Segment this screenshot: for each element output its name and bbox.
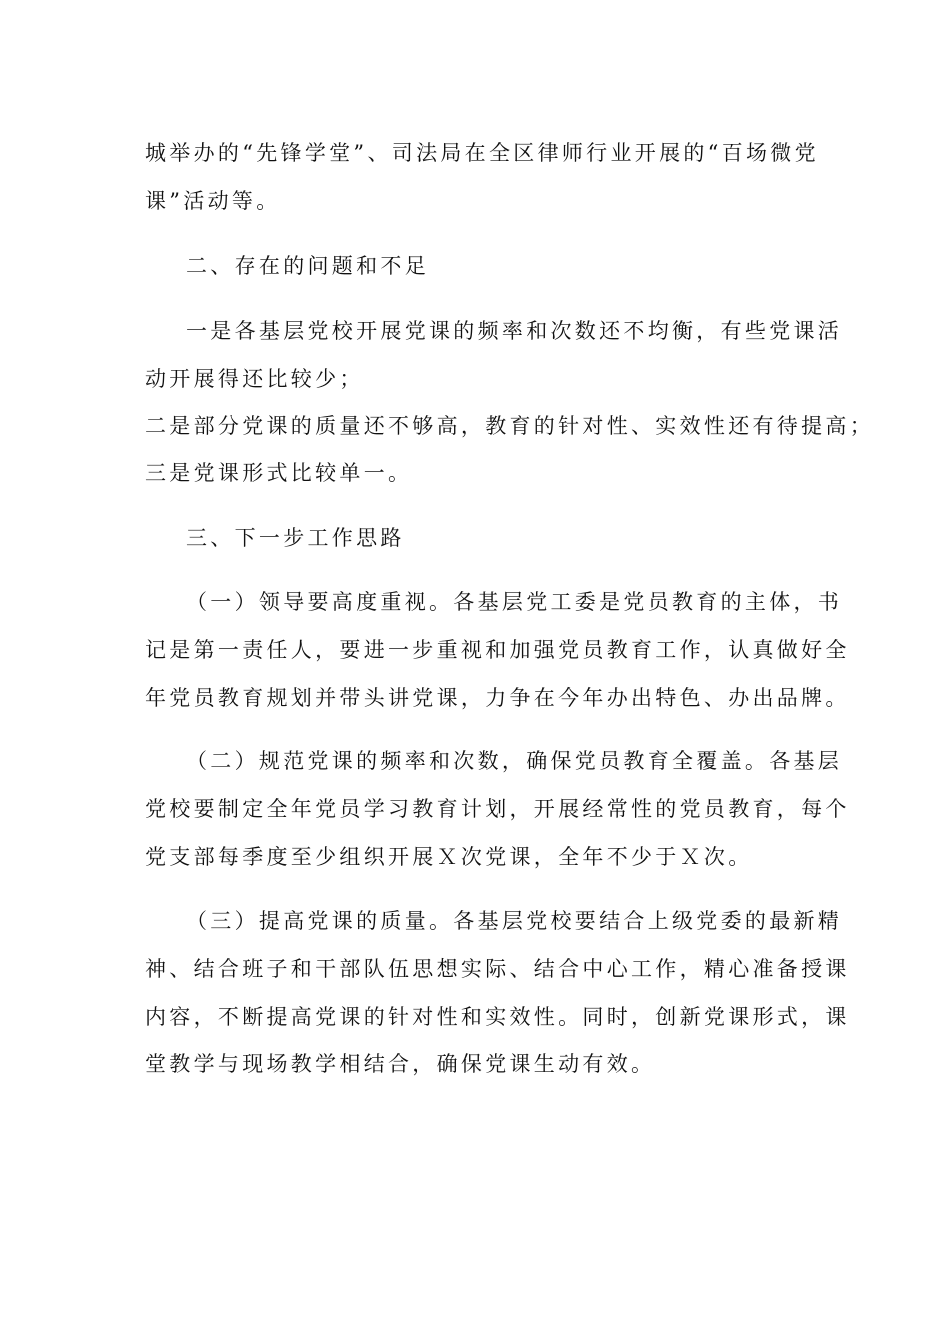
- paragraph-line: （二）规范党课的频率和次数，确保党员教育全覆盖。各基层: [186, 749, 843, 773]
- paragraph-line: 记是第一责任人，要进一步重视和加强党员教育工作，认真做好全: [145, 638, 850, 662]
- paragraph-line: 堂教学与现场教学相结合，确保党课生动有效。: [145, 1052, 656, 1076]
- paragraph-line: 一是各基层党校开展党课的频率和次数还不均衡，有些党课活: [186, 319, 843, 343]
- section-heading: 二、存在的问题和不足: [186, 254, 429, 278]
- paragraph-line: 三是党课形式比较单一。: [145, 461, 413, 485]
- paragraph-line: 课”活动等。: [145, 189, 281, 213]
- paragraph-line: 党支部每季度至少组织开展Ｘ次党课，全年不少于Ｘ次。: [145, 845, 753, 869]
- paragraph-line: （一）领导要高度重视。各基层党工委是党员教育的主体，书: [186, 590, 843, 614]
- paragraph-line: 神、结合班子和干部队伍思想实际、结合中心工作，精心准备授课: [145, 957, 850, 981]
- paragraph-line: 二是部分党课的质量还不够高，教育的针对性、实效性还有待提高；: [145, 414, 874, 438]
- paragraph-line: （三）提高党课的质量。各基层党校要结合上级党委的最新精: [186, 909, 843, 933]
- paragraph-line: 城举办的“先锋学堂”、司法局在全区律师行业开展的“百场微党: [145, 141, 819, 165]
- section-heading: 三、下一步工作思路: [186, 526, 405, 550]
- paragraph-line: 党校要制定全年党员学习教育计划，开展经常性的党员教育，每个: [145, 797, 850, 821]
- paragraph-line: 年党员教育规划并带头讲党课，力争在今年办出特色、办出品牌。: [145, 686, 850, 710]
- paragraph-line: 内容，不断提高党课的针对性和实效性。同时，创新党课形式，课: [145, 1005, 850, 1029]
- paragraph-line: 动开展得还比较少；: [145, 367, 364, 391]
